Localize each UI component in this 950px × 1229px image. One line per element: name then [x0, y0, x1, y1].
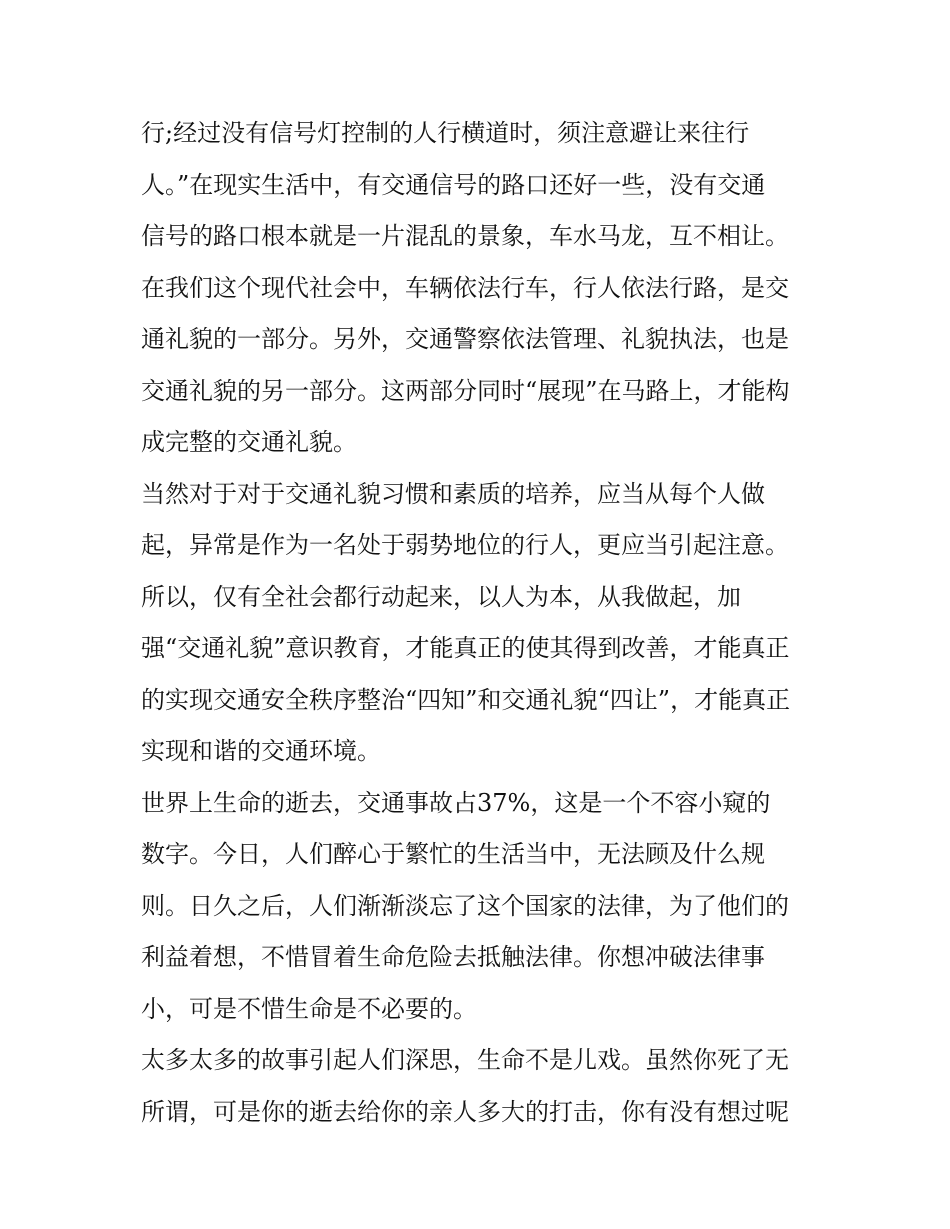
- text-line: 则。日久之后，人们渐渐淡忘了这个国家的法律，为了他们的: [141, 891, 789, 920]
- text-line: 数字。今日，人们醉心于繁忙的生活当中，无法顾及什么规: [141, 840, 765, 868]
- text-line: 实现和谐的交通环境。: [141, 737, 381, 765]
- text-line: 利益着想，不惜冒着生命危险去抵触法律。你想冲破法律事: [141, 943, 765, 971]
- text-line: 起，异常是作为一名处于弱势地位的行人，更应当引起注意。: [141, 531, 789, 559]
- text-line: 当然对于对于交通礼貌习惯和素质的培养，应当从每个人做: [141, 479, 765, 508]
- text-line: 小，可是不惜生命是不必要的。: [141, 994, 477, 1023]
- text-line: 人。”在现实生活中，有交通信号的路口还好一些，没有交通: [141, 170, 766, 199]
- text-line: 成完整的交通礼貌。: [141, 428, 357, 456]
- text-line: 所谓，可是你的逝去给你的亲人多大的打击，你有没有想过呢: [141, 1097, 789, 1126]
- text-line: 世界上生命的逝去，交通事故占37%，这是一个不容小窥的: [141, 788, 771, 817]
- text-line: 的实现交通安全秩序整治“四知”和交通礼貌“四让”，才能真正: [141, 685, 791, 714]
- text-line: 在我们这个现代社会中，车辆依法行车，行人依法行路，是交: [141, 273, 789, 302]
- body-text: [141, 108, 821, 1138]
- text-line: 行;经过没有信号灯控制的人行横道时，须注意避让来往行: [141, 119, 750, 147]
- text-line: 信号的路口根本就是一片混乱的景象，车水马龙，互不相让。: [141, 222, 789, 250]
- text-line: 太多太多的故事引起人们深思，生命不是儿戏。虽然你死了无: [141, 1046, 789, 1074]
- text-line: 所以，仅有全社会都行动起来，以人为本，从我做起，加: [141, 582, 741, 611]
- text-line: 强“交通礼貌”意识教育，才能真正的使其得到改善，才能真正: [141, 634, 790, 662]
- text-line: 交通礼貌的另一部分。这两部分同时“展现”在马路上，才能构: [141, 376, 790, 405]
- text-line: 通礼貌的一部分。另外，交通警察依法管理、礼貌执法，也是: [141, 325, 789, 353]
